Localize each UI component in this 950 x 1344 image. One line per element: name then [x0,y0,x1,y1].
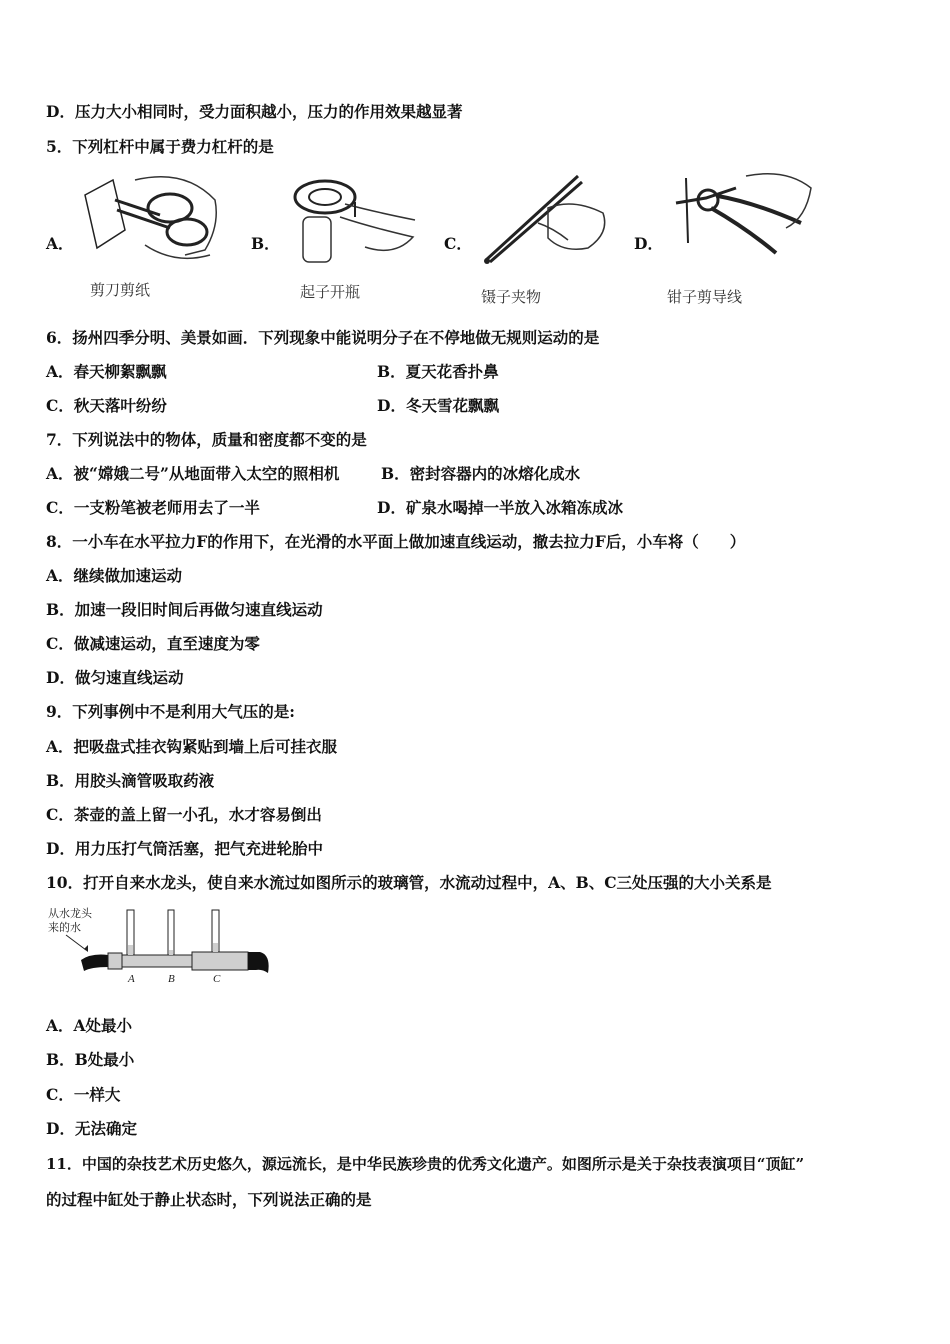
q9-option-a: A．把吸盘式挂衣钩紧贴到墙上后可挂衣服 [46,737,338,756]
pliers-icon [666,168,816,268]
q9-option-d: D．用力压打气筒活塞，把气充进轮胎中 [46,839,323,858]
q5-option-b-caption: 起子开瓶 [300,283,361,301]
q6-option-b: B．夏天花香扑鼻 [377,362,499,381]
bottle-opener-icon [285,172,425,272]
q5-option-c-letter: C． [444,234,472,253]
q6-option-a: A．春天柳絮飘飘 [46,362,167,381]
q11-stem-line2: 的过程中缸处于静止状态时，下列说法正确的是 [46,1190,372,1209]
q5-option-d-letter: D． [634,234,663,253]
q5-option-c-caption: 镊子夹物 [481,288,542,306]
q5-option-d-caption: 钳子剪导线 [667,288,743,306]
q10-option-d: D．无法确定 [46,1119,137,1138]
q7-option-c: C．一支粉笔被老师用去了一半 [46,498,260,517]
q8-option-a: A．继续做加速运动 [46,566,183,585]
q8-option-b: B．加速一段旧时间后再做匀速直线运动 [46,600,323,619]
q5-stem: 5．下列杠杆中属于费力杠杆的是 [46,137,274,156]
q7-stem: 7．下列说法中的物体，质量和密度都不变的是 [46,430,367,449]
q8-stem: 8．一小车在水平拉力F的作用下，在光滑的水平面上做加速直线运动，撤去拉力F后，小车将（ ） [46,532,746,551]
q7-option-b: B．密封容器内的冰熔化成水 [381,464,581,483]
q9-option-b: B．用胶头滴管吸取药液 [46,771,215,790]
q11-stem-line1: 11．中国的杂技艺术历史悠久，源远流长，是中华民族珍贵的优秀文化遗产。如图所示是关于杂技表演项目“顶缸” [46,1155,805,1173]
q7-option-d: D．矿泉水喝掉一半放入冰箱冻成冰 [377,498,623,517]
glass-tube-icon [46,905,276,990]
q10-option-c: C．一样大 [46,1085,121,1104]
q6-option-c: C．秋天落叶纷纷 [46,396,167,415]
scissors-cutting-paper-icon [75,170,225,270]
q6-option-d: D．冬天雪花飘飘 [377,396,499,415]
pipe-point-b: B [168,973,175,985]
q5-option-a-letter: A． [46,234,74,253]
pipe-point-a: A [128,973,135,985]
q4-option-d: D．压力大小相同时，受力面积越小，压力的作用效果越显著 [46,102,463,121]
pipe-point-c: C [213,973,221,985]
pipe-figure [46,905,276,990]
q5-option-b-letter: B． [251,234,280,253]
q10-option-a: A．A处最小 [46,1016,133,1035]
pipe-figure-label-line1: 从水龙头 [48,907,92,920]
q9-option-c: C．茶壶的盖上留一小孔，水才容易倒出 [46,805,322,824]
q8-option-d: D．做匀速直线运动 [46,668,184,687]
q10-option-b: B．B处最小 [46,1050,135,1069]
q9-stem: 9．下列事例中不是利用大气压的是: [46,702,296,721]
q8-option-c: C．做减速运动，直至速度为零 [46,634,260,653]
q7-option-a: A．被“嫦娥二号”从地面带入太空的照相机 [46,464,340,483]
q5-option-a-caption: 剪刀剪纸 [90,281,151,299]
q10-stem: 10．打开自来水龙头，使自来水流过如图所示的玻璃管，水流动过程中，A、B、C三处压强的大小关系是 [46,873,772,892]
pipe-figure-label-line2: 来的水 [48,921,81,934]
tweezers-icon [478,168,613,268]
q6-stem: 6．扬州四季分明、美景如画．下列现象中能说明分子在不停地做无规则运动的是 [46,328,600,347]
